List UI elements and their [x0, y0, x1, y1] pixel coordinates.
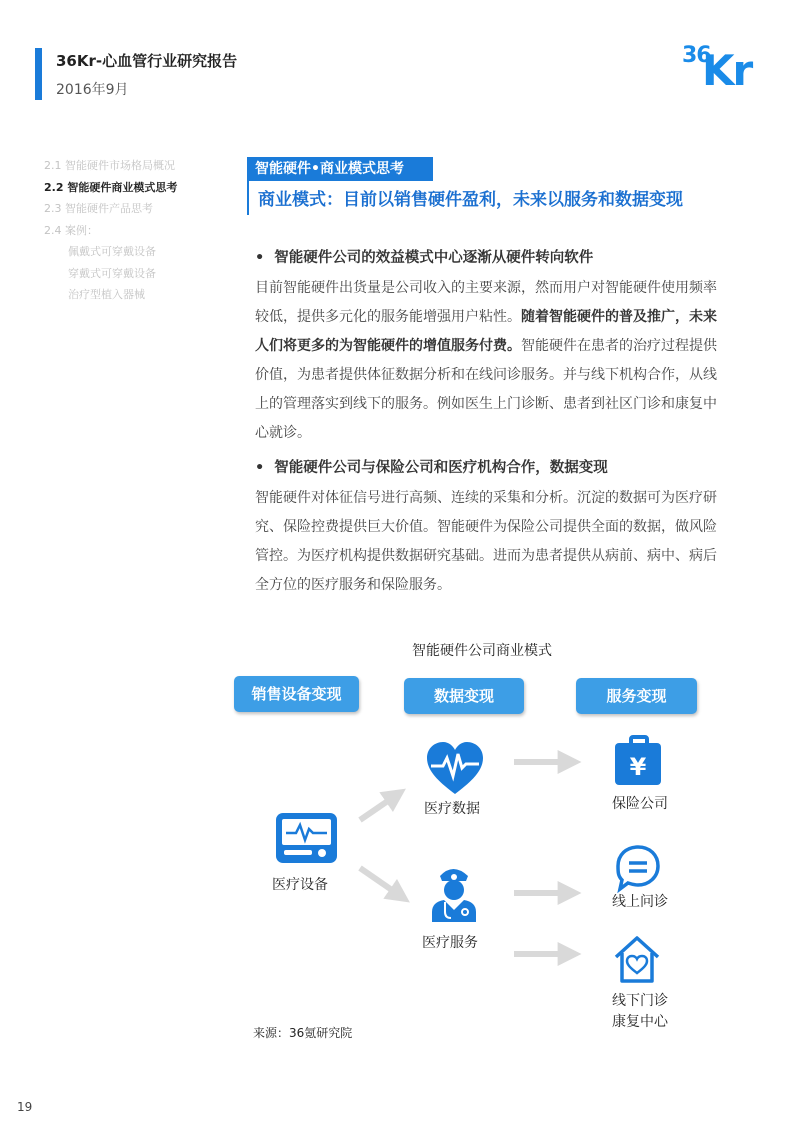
toc-subitem-implant[interactable]: 治疗型植入器械: [68, 288, 145, 301]
toc-item-2-2[interactable]: 2.2 智能硬件商业模式思考: [44, 180, 178, 194]
svg-text:¥: ¥: [629, 753, 647, 781]
doctor-icon: [432, 869, 476, 922]
pill-data: 数据变现: [404, 678, 524, 714]
paragraph-1-part-c: 智能硬件在患者的治疗过程提供价值，为患者提供体征数据分析和在线问诊服务。并与线下机构合作，从线上的管理落实到线下的服务。例如医生上门诊断、患者到社区门诊和康复中心就诊。: [255, 338, 717, 441]
section-headline: 商业模式：目前以销售硬件盈利，未来以服务和数据变现: [258, 190, 683, 210]
house-heart-icon: [616, 938, 658, 981]
toc-item-2-3[interactable]: 2.3 智能硬件产品思考: [44, 202, 153, 215]
arrow-device-to-service: [360, 868, 402, 897]
pill-sales: 销售设备变现: [234, 676, 359, 712]
insurance-briefcase-icon: [615, 737, 661, 785]
node-label-offline-2: 康复中心: [612, 1014, 668, 1030]
node-label-online: 线上问诊: [612, 894, 668, 910]
node-label-service: 医疗服务: [422, 935, 478, 951]
medical-device-icon: [276, 813, 337, 863]
node-label-insurance: 保险公司: [612, 796, 668, 812]
bullet-dot: •: [255, 250, 265, 266]
section-tag: 智能硬件•商业模式思考: [247, 157, 433, 181]
source-note: 来源：36氪研究院: [253, 1026, 353, 1040]
node-label-data: 医疗数据: [424, 801, 480, 817]
toc-item-2-4[interactable]: 2.4 案例：: [44, 223, 98, 237]
report-title: 36Kr-心血管行业研究报告: [56, 52, 238, 70]
node-label-offline-1: 线下门诊: [612, 993, 668, 1009]
pill-service: 服务变现: [576, 678, 697, 714]
toc-item-2-1[interactable]: 2.1 智能硬件市场格局概况: [44, 159, 175, 172]
chat-bubble-icon: [618, 847, 658, 889]
node-label-device: 医疗设备: [272, 877, 328, 893]
logo-kr-text: Kr: [702, 46, 752, 95]
bullet-text-1: 智能硬件公司的效益模式中心逐渐从硬件转向软件: [274, 250, 594, 266]
arrow-device-to-data: [360, 794, 398, 820]
bullet-text-2: 智能硬件公司与保险公司和医疗机构合作，数据变现: [274, 460, 608, 476]
paragraph-1-part-a: 目前智能硬件出货量是公司收入的主要来源，然而用户对智能硬件使用频率较低，提供多元化的服务能增强用户粘性。: [255, 280, 717, 325]
report-date: 2016年9月: [56, 82, 129, 98]
paragraph-1-emphasis: 随着智能硬件的普及推广，未来人们将更多的为智能硬件的增值服务付费。: [255, 309, 717, 354]
toc-subitem-wearable-1[interactable]: 佩戴式可穿戴设备: [68, 245, 156, 258]
diagram-title: 智能硬件公司商业模式: [412, 643, 552, 659]
page-number: 19: [17, 1100, 33, 1114]
logo-36-text: 36: [682, 43, 711, 68]
toc-subitem-wearable-2[interactable]: 穿戴式可穿戴设备: [68, 266, 156, 280]
heart-pulse-icon: [427, 742, 483, 794]
bullet-dot: •: [255, 460, 265, 476]
paragraph-2: 智能硬件对体征信号进行高频、连续的采集和分析。沉淀的数据可为医疗研究、保险控费提供巨大价值。智能硬件为保险公司提供全面的数据，做风险管控。为医疗机构提供数据研究基础。进而为患者提供从病前、病中、病后全方位的医疗服务和保险服务。: [255, 490, 717, 593]
